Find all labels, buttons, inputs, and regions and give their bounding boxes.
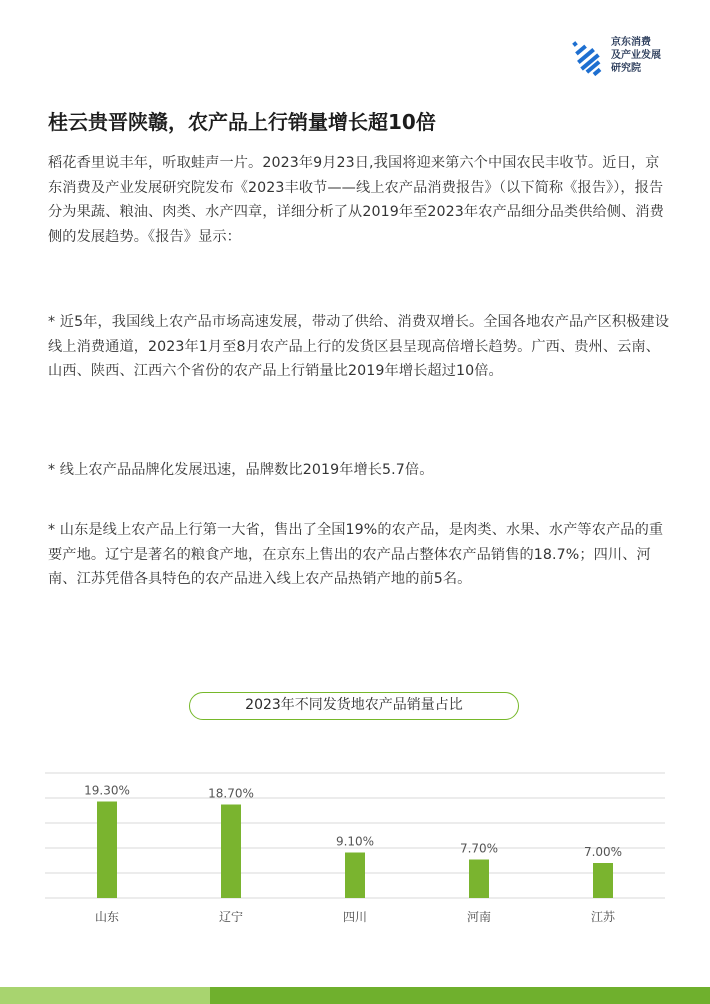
x-tick-label: 江苏 <box>590 910 616 924</box>
footer-bar-accent <box>0 987 210 1004</box>
logo-line: 及产业发展 <box>611 50 661 61</box>
logo-line: 京东消费 <box>611 37 651 48</box>
logo <box>571 34 681 78</box>
bullet-paragraph: * 山东是线上农产品上行第一大省，售出了全国19%的农产品，是肉类、水果、水产等农产品的重要产地。辽宁是著名的粮食产地，在京东上售出的农产品占整体农产品销售的18.7%；四川、河南、江苏凭借各具特色的农产品进入线上农产品热销产地的前5名。 <box>48 522 664 587</box>
bullet-paragraph: * 近5年，我国线上农产品市场高速发展，带动了供给、消费双增长。全国各地农产品产区积极建设线上消费通道，2023年1月至8月农产品上行的发货区县呈现高倍增长趋势。广西、贵州、云南、山西、陕西、江西六个省份的农产品上行销量比2019年增长超过10倍。 <box>48 314 670 379</box>
logo-text <box>611 36 661 75</box>
bar <box>345 853 365 899</box>
data-label: 7.70% <box>459 841 499 856</box>
bullet-paragraph: * 线上农产品品牌化发展迅速，品牌数比2019年增长5.7倍。 <box>48 462 434 478</box>
x-tick-label: 河南 <box>466 910 492 924</box>
data-label: 18.70% <box>208 786 254 801</box>
logo-icon <box>571 34 605 78</box>
x-tick-label: 辽宁 <box>218 910 244 924</box>
data-label: 9.10% <box>335 834 375 849</box>
bar <box>97 802 117 899</box>
bar <box>593 863 613 898</box>
data-label: 19.30% <box>84 783 130 798</box>
data-label: 7.00% <box>583 845 623 859</box>
bar-chart <box>0 740 710 940</box>
intro-paragraph: 稻花香里说丰年，听取蛙声一片。2023年9月23日,我国将迎来第六个中国农民丰收节。近日，京东消费及产业发展研究院发布《2023丰收节——线上农产品消费报告》（以下简称《报告》），报告分为果蔬、粮油、肉类、水产四章，详细分析了从2019年至2023年农产品细分品类供给侧、消费侧的发展趋势。《报告》显示： <box>48 155 664 245</box>
logo-line: 研究院 <box>611 63 641 74</box>
x-tick-label: 四川 <box>342 910 368 924</box>
chart-title: 2023年不同发货地农产品销量占比 <box>189 692 519 720</box>
page-title: 桂云贵晋陕赣，农产品上行销量增长超10倍 <box>48 110 436 134</box>
x-tick-label: 山东 <box>94 910 120 924</box>
bar <box>469 860 489 899</box>
bar <box>221 805 241 899</box>
